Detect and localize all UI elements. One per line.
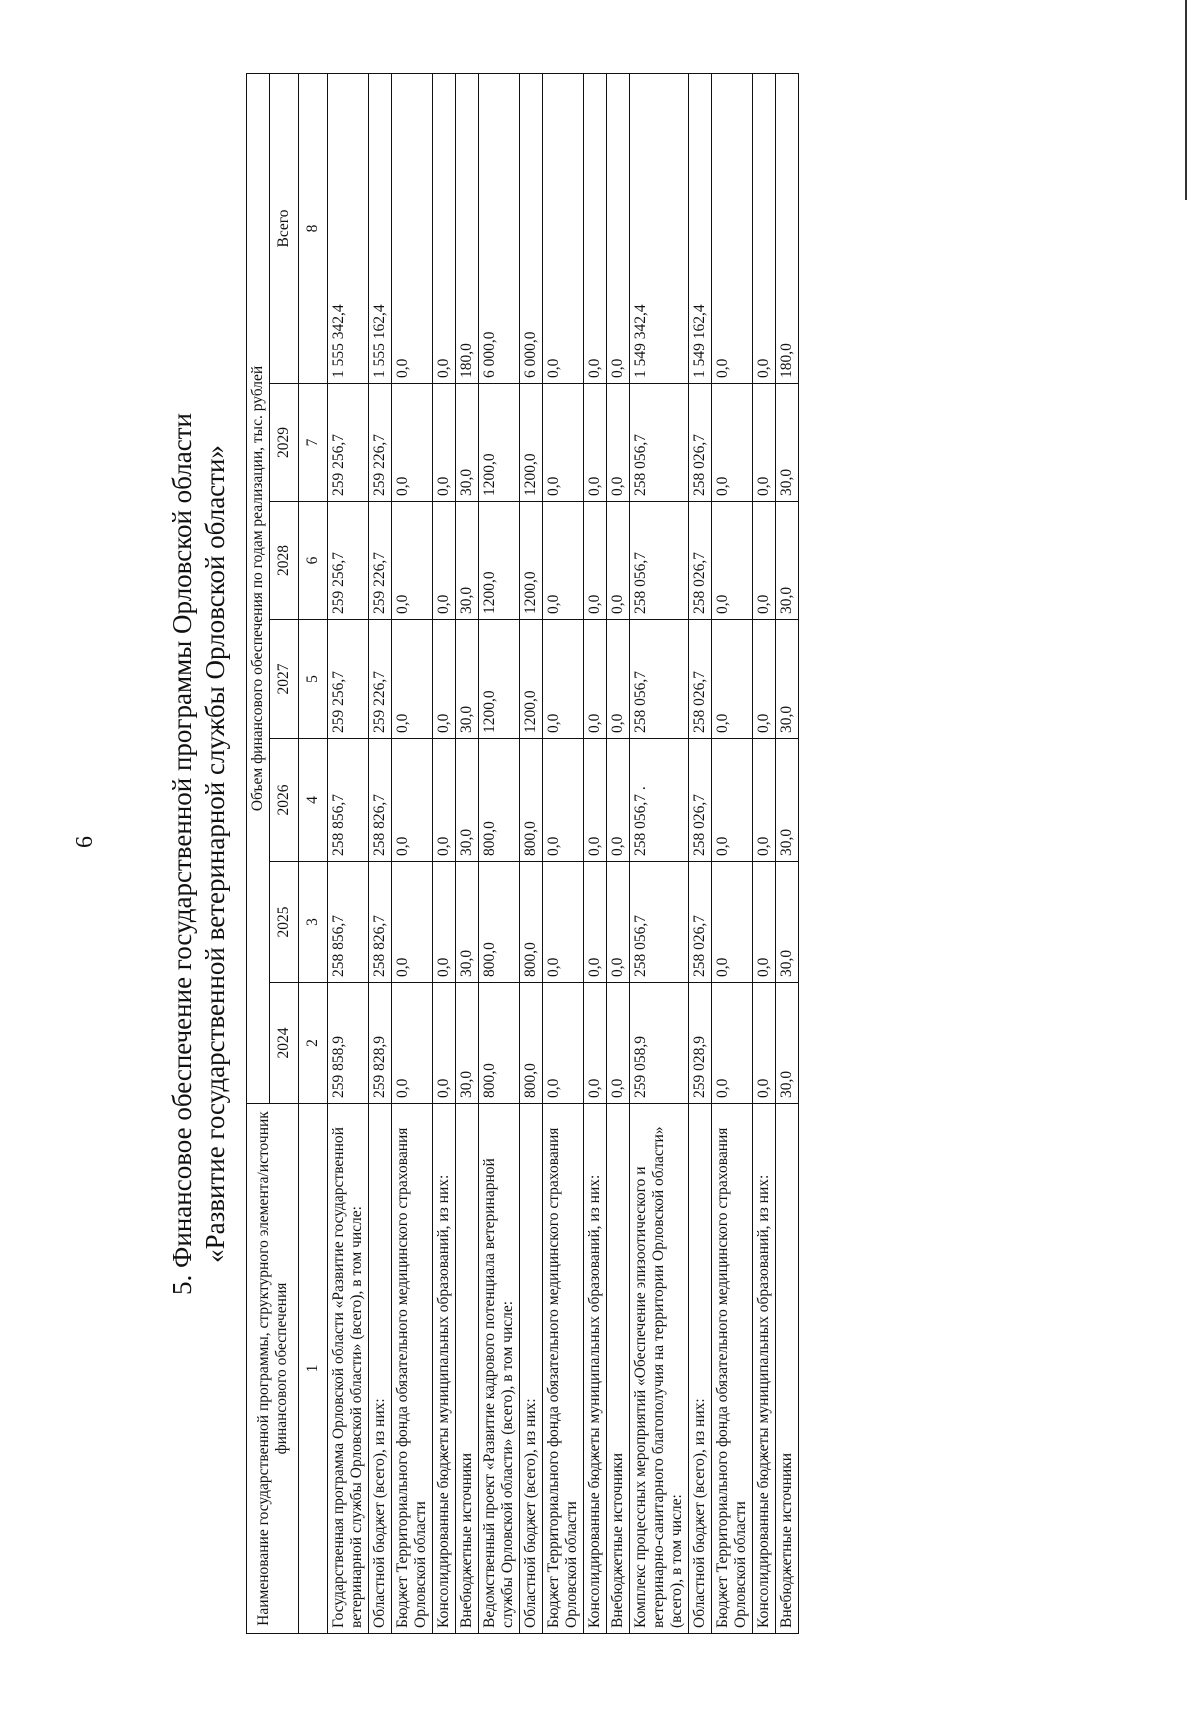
row-value-cell: 0,0	[392, 983, 433, 1104]
row-value-cell: 30,0	[776, 862, 799, 983]
row-value-cell: 259 226,7	[369, 620, 392, 739]
row-total-cell: 0,0	[433, 73, 456, 383]
row-value-cell: 258 026,7	[689, 862, 712, 983]
row-value-cell: 0,0	[712, 983, 753, 1104]
row-value-cell: 30,0	[776, 502, 799, 620]
row-value-cell: 800,0	[479, 862, 520, 983]
total-header: Всего	[270, 73, 299, 383]
row-value-cell: 30,0	[776, 620, 799, 739]
name-column-header: Наименование государственной программы, структурного элемента/источник финансового обеспечения	[247, 1104, 299, 1634]
row-total-cell: 0,0	[584, 73, 607, 383]
row-value-cell: 30,0	[456, 862, 479, 983]
column-number: 3	[299, 862, 328, 983]
row-value-cell: 258 026,7	[689, 620, 712, 739]
row-value-cell: 258 856,7	[328, 739, 369, 862]
year-header: 2029	[270, 384, 299, 502]
row-name-cell: Областной бюджет (всего), из них:	[520, 1104, 543, 1634]
row-value-cell: 0,0	[753, 862, 776, 983]
row-value-cell: 0,0	[433, 384, 456, 502]
row-name-cell: Внебюджетные источники	[456, 1104, 479, 1634]
row-value-cell: 0,0	[607, 862, 630, 983]
row-value-cell: 30,0	[776, 384, 799, 502]
row-value-cell: 259 226,7	[369, 384, 392, 502]
table-row	[607, 73, 630, 1633]
row-value-cell: 0,0	[543, 862, 584, 983]
scan-edge-mark	[1185, 0, 1187, 200]
row-name-cell: Консолидированные бюджеты муниципальных образований, из них:	[753, 1104, 776, 1634]
row-value-cell: 0,0	[584, 502, 607, 620]
row-value-cell: 0,0	[712, 862, 753, 983]
row-value-cell: 800,0	[520, 983, 543, 1104]
row-value-cell: 0,0	[543, 384, 584, 502]
row-value-cell: 0,0	[753, 502, 776, 620]
row-value-cell: 258 056,7	[630, 502, 689, 620]
document-title	[166, 74, 232, 1634]
row-name-cell: Бюджет Территориального фонда обязательного медицинского страхования Орловской области	[712, 1104, 753, 1634]
row-value-cell: 1200,0	[479, 502, 520, 620]
row-value-cell: 258 826,7	[369, 862, 392, 983]
year-header: 2028	[270, 502, 299, 620]
column-number: 6	[299, 502, 328, 620]
table-row	[543, 73, 584, 1633]
column-number: 4	[299, 739, 328, 862]
row-value-cell: 0,0	[392, 739, 433, 862]
row-value-cell: 258 056,7 .	[630, 739, 689, 862]
row-value-cell: 0,0	[712, 620, 753, 739]
row-name-cell: Консолидированные бюджеты муниципальных образований, из них:	[584, 1104, 607, 1634]
column-number: 1	[299, 1104, 328, 1634]
row-value-cell: 0,0	[433, 983, 456, 1104]
row-value-cell: 0,0	[607, 620, 630, 739]
row-total-cell: 1 555 342,4	[328, 73, 369, 383]
row-value-cell: 0,0	[753, 620, 776, 739]
row-name-cell: Внебюджетные источники	[607, 1104, 630, 1634]
row-total-cell: 0,0	[712, 73, 753, 383]
row-value-cell: 0,0	[584, 384, 607, 502]
row-value-cell: 259 058,9	[630, 983, 689, 1104]
row-value-cell: 259 858,9	[328, 983, 369, 1104]
row-value-cell: 800,0	[479, 983, 520, 1104]
volume-header: Объем финансового обеспечения по годам реализации, тыс. рублей	[247, 73, 270, 1103]
row-value-cell: 259 256,7	[328, 384, 369, 502]
row-total-cell: 180,0	[456, 73, 479, 383]
row-value-cell: 30,0	[456, 739, 479, 862]
year-header: 2027	[270, 620, 299, 739]
table-row	[689, 73, 712, 1633]
row-value-cell: 1200,0	[479, 384, 520, 502]
row-value-cell: 259 028,9	[689, 983, 712, 1104]
row-total-cell: 6 000,0	[520, 73, 543, 383]
row-value-cell: 0,0	[584, 862, 607, 983]
row-value-cell: 0,0	[392, 502, 433, 620]
row-value-cell: 258 026,7	[689, 384, 712, 502]
row-value-cell: 259 226,7	[369, 502, 392, 620]
table-row	[479, 73, 520, 1633]
row-value-cell: 0,0	[753, 983, 776, 1104]
row-value-cell: 30,0	[776, 983, 799, 1104]
row-value-cell: 800,0	[520, 862, 543, 983]
table-row	[328, 73, 369, 1633]
year-header: 2024	[270, 983, 299, 1104]
row-value-cell: 800,0	[479, 739, 520, 862]
table-row	[712, 73, 753, 1633]
row-value-cell: 0,0	[392, 862, 433, 983]
row-value-cell: 0,0	[607, 739, 630, 862]
row-value-cell: 0,0	[753, 384, 776, 502]
row-total-cell: 0,0	[753, 73, 776, 383]
title-line-1: 5. Финансовое обеспечение государственной программы Орловской области	[167, 413, 197, 1295]
row-value-cell: 0,0	[543, 620, 584, 739]
row-value-cell: 0,0	[433, 502, 456, 620]
row-value-cell: 0,0	[607, 384, 630, 502]
year-header: 2025	[270, 862, 299, 983]
row-name-cell: Ведомственный проект «Развитие кадрового потенциала ветеринарной службы Орловской области» (всего), в том числе:	[479, 1104, 520, 1634]
row-value-cell: 1200,0	[520, 502, 543, 620]
row-name-cell: Консолидированные бюджеты муниципальных образований, из них:	[433, 1104, 456, 1634]
row-value-cell: 30,0	[776, 739, 799, 862]
row-name-cell: Бюджет Территориального фонда обязательного медицинского страхования Орловской области	[543, 1104, 584, 1634]
table-row	[520, 73, 543, 1633]
title-line-2: «Развитие государственной ветеринарной службы Орловской области»	[200, 445, 230, 1263]
column-number: 5	[299, 620, 328, 739]
row-value-cell: 0,0	[433, 620, 456, 739]
row-value-cell: 0,0	[584, 620, 607, 739]
row-value-cell: 259 256,7	[328, 502, 369, 620]
row-name-cell: Областной бюджет (всего), из них:	[369, 1104, 392, 1634]
row-value-cell: 259 828,9	[369, 983, 392, 1104]
row-value-cell: 0,0	[433, 862, 456, 983]
table-row	[392, 73, 433, 1633]
row-value-cell: 0,0	[433, 739, 456, 862]
row-value-cell: 258 056,7	[630, 862, 689, 983]
row-total-cell: 0,0	[392, 73, 433, 383]
row-value-cell: 258 826,7	[369, 739, 392, 862]
row-name-cell: Комплекс процессных мероприятий «Обеспечение эпизоотического и ветеринарно-санитарного благополучия на территории Орловской области» (всего), в том числе:	[630, 1104, 689, 1634]
row-value-cell: 800,0	[520, 739, 543, 862]
row-name-cell: Областной бюджет (всего), из них:	[689, 1104, 712, 1634]
row-total-cell: 1 549 162,4	[689, 73, 712, 383]
row-name-cell: Бюджет Территориального фонда обязательного медицинского страхования Орловской области	[392, 1104, 433, 1634]
row-value-cell: 258 026,7	[689, 739, 712, 862]
row-total-cell: 1 549 342,4	[630, 73, 689, 383]
row-total-cell: 180,0	[776, 73, 799, 383]
row-value-cell: 258 056,7	[630, 620, 689, 739]
table-row	[584, 73, 607, 1633]
row-value-cell: 30,0	[456, 620, 479, 739]
table-row	[630, 73, 689, 1633]
row-value-cell: 0,0	[712, 739, 753, 862]
row-total-cell: 1 555 162,4	[369, 73, 392, 383]
row-value-cell: 259 256,7	[328, 620, 369, 739]
row-value-cell: 1200,0	[520, 620, 543, 739]
financing-table	[246, 73, 799, 1634]
row-total-cell: 0,0	[607, 73, 630, 383]
row-value-cell: 1200,0	[479, 620, 520, 739]
row-value-cell: 0,0	[584, 739, 607, 862]
row-value-cell: 258 056,7	[630, 384, 689, 502]
row-name-cell: Государственная программа Орловской области «Развитие государственной ветеринарной службы Орловской области» (всего), в том числе:	[328, 1104, 369, 1634]
row-value-cell: 0,0	[543, 502, 584, 620]
column-number: 8	[299, 73, 328, 383]
row-total-cell: 0,0	[543, 73, 584, 383]
row-value-cell: 0,0	[543, 739, 584, 862]
page-number: 6	[72, 836, 98, 848]
row-value-cell: 1200,0	[520, 384, 543, 502]
column-number: 7	[299, 384, 328, 502]
row-value-cell: 0,0	[392, 384, 433, 502]
table-row	[776, 73, 799, 1633]
table-row	[433, 73, 456, 1633]
row-value-cell: 0,0	[392, 620, 433, 739]
row-value-cell: 258 856,7	[328, 862, 369, 983]
table-row	[753, 73, 776, 1633]
rotated-content	[166, 74, 799, 1634]
row-value-cell: 30,0	[456, 384, 479, 502]
row-value-cell: 0,0	[584, 983, 607, 1104]
row-total-cell: 6 000,0	[479, 73, 520, 383]
row-value-cell: 0,0	[753, 739, 776, 862]
row-value-cell: 0,0	[712, 384, 753, 502]
row-value-cell: 0,0	[607, 983, 630, 1104]
row-name-cell: Внебюджетные источники	[776, 1104, 799, 1634]
table-row	[369, 73, 392, 1633]
row-value-cell: 258 026,7	[689, 502, 712, 620]
row-value-cell: 0,0	[712, 502, 753, 620]
row-value-cell: 0,0	[607, 502, 630, 620]
table-row	[456, 73, 479, 1633]
column-number: 2	[299, 983, 328, 1104]
row-value-cell: 30,0	[456, 983, 479, 1104]
year-header: 2026	[270, 739, 299, 862]
row-value-cell: 0,0	[543, 983, 584, 1104]
row-value-cell: 30,0	[456, 502, 479, 620]
